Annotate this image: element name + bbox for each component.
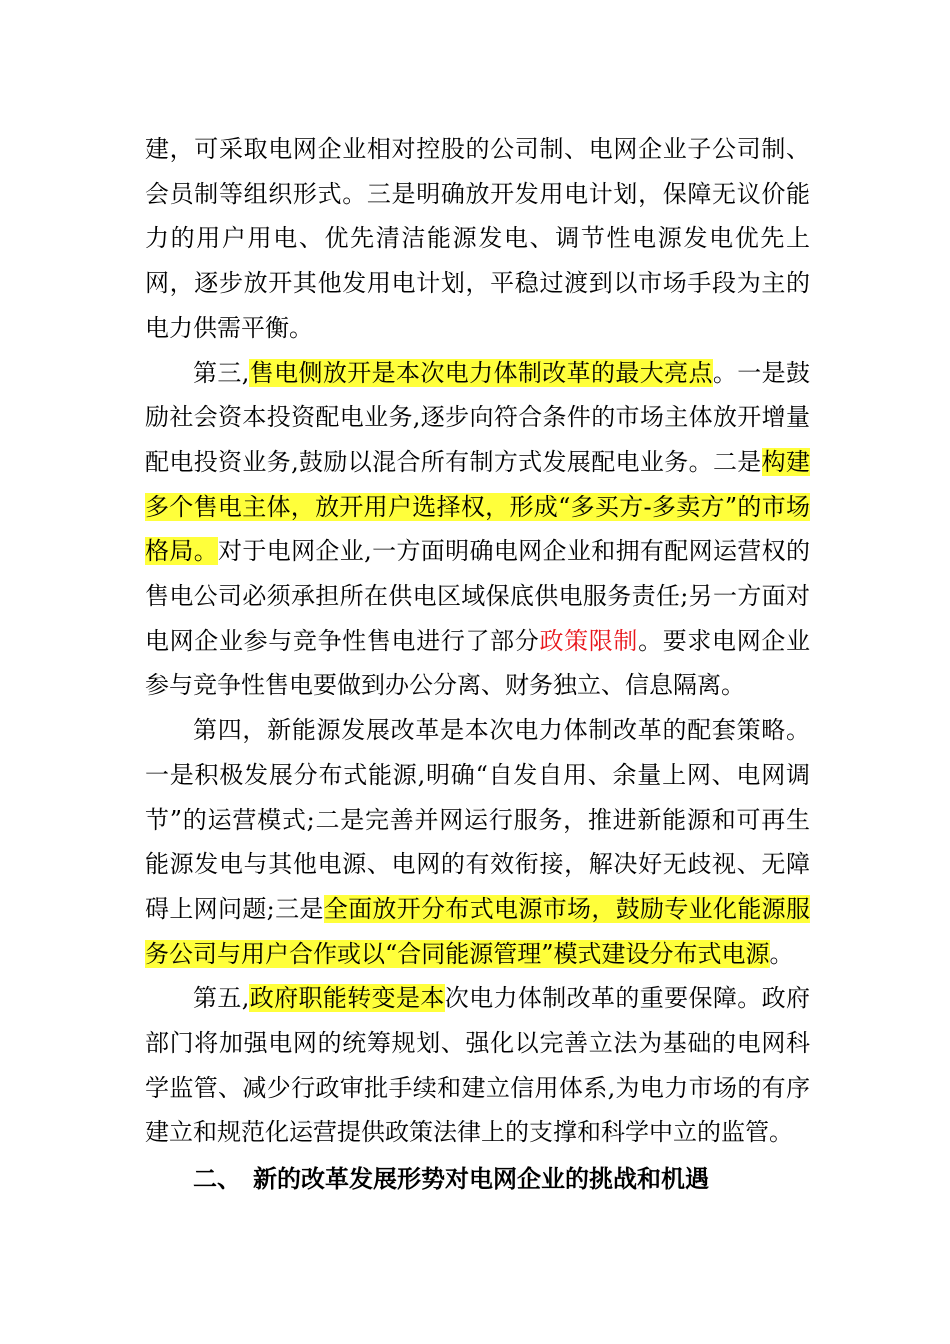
paragraph-text: 。要求电网企业参与竞争性售电要做到办公分离、财务独立、信息隔离。: [145, 626, 811, 700]
paragraph-text: 。: [769, 939, 794, 968]
section-title: 新的改革发展形势对电网企业的挑战和机遇: [253, 1165, 709, 1194]
section-heading: [145, 1157, 810, 1202]
paragraph-text: 。一是鼓励社会资本投资配电业务,逐步向符合条件的市场主体放开增量配电投资业务,鼓励以混合所有制方式发展配电业务。二是: [145, 358, 811, 476]
highlighted-text: 全面放开分布式电源市场，鼓励专业化能源服务公司与用户合作或以“合同能源管理”模式建设分布式电源: [145, 894, 811, 968]
document-page: [145, 127, 810, 1202]
paragraph-third: [145, 351, 810, 709]
paragraph-fourth: [145, 708, 810, 976]
paragraph-text: 建，可采取电网企业相对控股的公司制、电网企业子公司制、会员制等组织形式。三是明确放开发用电计划，保障无议价能力的用户用电、优先清洁能源发电、调节性电源发电优先上网，逐步放开其他发用电计划，平稳过渡到以市场手段为主的电力供需平衡。: [145, 135, 810, 342]
paragraph-continuation: [145, 127, 810, 351]
paragraph-text: 对于电网企业,一方面明确电网企业和拥有配网运营权的售电公司必须承担所在供电区域保底供电服务责任;另一方面对电网企业参与竞争性售电进行了部分: [145, 537, 810, 655]
highlighted-text: 政府职能转变是本: [249, 984, 445, 1013]
paragraph-text: 第四，新能源发展改革是本次电力体制改革的配套策略。一是积极发展分布式能源,明确“自发自用、余量上网、电网调节”的运营模式;二是完善并网运行服务，推进新能源和可再生能源发电与其他电源、电网的有效衔接，解决好无歧视、无障碍上网问题;三是: [145, 716, 810, 923]
paragraph-text: 第五,: [193, 984, 250, 1013]
paragraph-fifth: [145, 976, 810, 1155]
red-text: 政策限制: [539, 626, 639, 655]
paragraph-text: 次电力体制改革的重要保障。政府部门将加强电网的统筹规划、强化以完善立法为基础的电网科学监管、减少行政审批手续和建立信用体系,为电力市场的有序建立和规范化运营提供政策法律上的支撑和科学中立的监管。: [145, 984, 811, 1147]
section-number: 二、: [193, 1165, 241, 1194]
highlighted-text: 构建多个售电主体，放开用户选择权，形成“多买方-多卖方”的市场格局。: [145, 447, 810, 566]
paragraph-text: 第三,: [193, 358, 250, 387]
highlighted-text: 售电侧放开是本次电力体制改革的最大亮点: [249, 358, 713, 387]
